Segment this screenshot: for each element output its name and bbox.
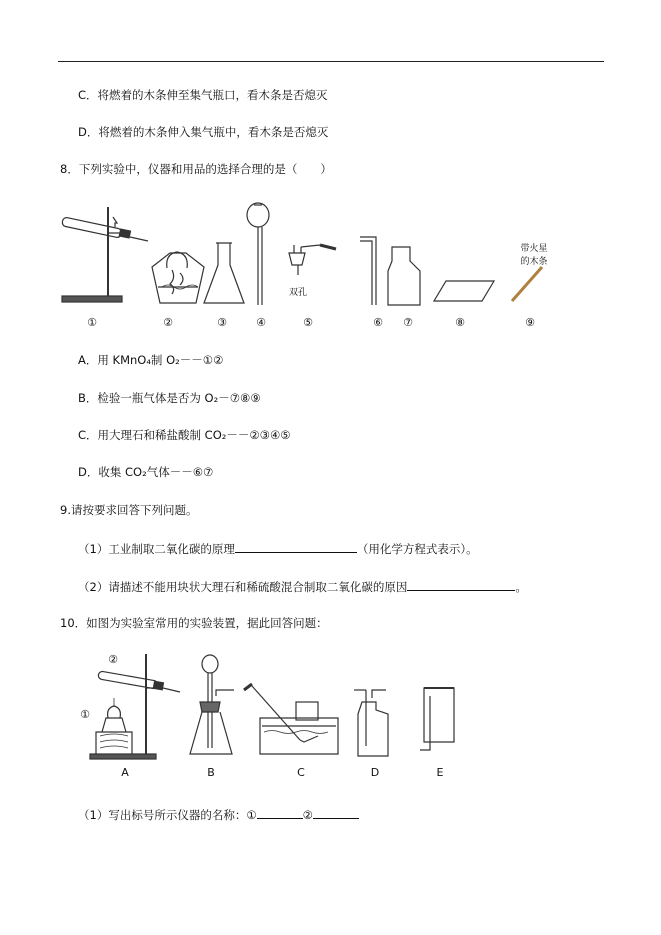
fig-num-6: ⑥: [373, 316, 383, 329]
glowing-splint: [512, 267, 542, 301]
q10-label-e: E: [436, 766, 444, 779]
q10-label-c: C: [297, 766, 305, 779]
q10-mark-1: ①: [80, 708, 90, 721]
fig-num-7: ⑦: [403, 316, 413, 329]
q8-option-b: B．检验一瓶气体是否为 O₂－⑦⑧⑨: [78, 391, 261, 405]
apparatus-e: [420, 688, 454, 750]
alcohol-lamp: [152, 252, 204, 303]
fig-num-5: ⑤: [303, 316, 313, 329]
apparatus-d: [354, 690, 388, 756]
header-rule: [58, 61, 604, 62]
q9-part1: [78, 540, 478, 556]
q9-part1-answer-blank[interactable]: [235, 540, 357, 553]
q10-blank-1[interactable]: [257, 806, 303, 819]
glass-plate: [434, 281, 494, 301]
q10-blank-2[interactable]: [313, 806, 359, 819]
q9-part2-suffix: 。: [515, 580, 527, 594]
q8-stem: 8．下列实验中，仪器和用品的选择合理的是（ ）: [60, 162, 332, 176]
bent-glass-tube: [360, 237, 376, 305]
gas-collecting-bottle: [388, 247, 420, 305]
q10-apparatus-figure: [0, 650, 661, 790]
q10-mark-2: ②: [108, 653, 118, 666]
apparatus-b: [190, 655, 234, 754]
q8-apparatus-figure: [0, 195, 661, 335]
fig-num-4: ④: [256, 316, 266, 329]
long-neck-funnel: [247, 203, 269, 305]
q9-part1-suffix: （用化学方程式表示）。: [356, 542, 478, 556]
iron-stand-with-test-tube: [62, 207, 148, 302]
q10-part1: [78, 806, 359, 822]
apparatus-a: [90, 654, 180, 759]
fig-num-9: ⑨: [525, 316, 535, 329]
q10-label-a: A: [121, 766, 129, 779]
apparatus-c: [244, 684, 338, 754]
q10-part1-prefix: （1）写出标号所示仪器的名称：①: [78, 808, 257, 822]
label-splint: 带火星 的木条: [520, 244, 548, 267]
q9-part1-prefix: （1）工业制取二氧化碳的原理: [78, 542, 235, 556]
q10-label-d: D: [370, 766, 380, 779]
q7-option-d: D．将燃着的木条伸入集气瓶中，看木条是否熄灭: [78, 125, 329, 139]
q8-option-c: C．用大理石和稀盐酸制 CO₂－－②③④⑤: [78, 428, 291, 442]
label-two-hole: 双孔: [288, 288, 307, 298]
q10-label-b: B: [207, 766, 215, 779]
fig-num-3: ③: [217, 316, 227, 329]
q10-stem: 10．如图为实验室常用的实验装置，据此回答问题：: [60, 616, 328, 630]
conical-flask: [204, 243, 244, 303]
fig-num-8: ⑧: [455, 316, 465, 329]
fig-num-1: ①: [87, 316, 97, 329]
q10-part1-mid: ②: [302, 808, 313, 822]
q7-option-c: C．将燃着的木条伸至集气瓶口，看木条是否熄灭: [78, 88, 328, 102]
two-hole-stopper: [289, 245, 336, 275]
fig-num-2: ②: [163, 316, 173, 329]
q9-stem: 9.请按要求回答下列问题。: [60, 503, 198, 517]
q8-option-d: D．收集 CO₂气体－－⑥⑦: [78, 465, 214, 479]
q9-part2: [78, 578, 527, 594]
q8-option-a: A．用 KMnO₄制 O₂－－①②: [78, 353, 224, 367]
q9-part2-answer-blank[interactable]: [407, 578, 515, 591]
q9-part2-prefix: （2）请描述不能用块状大理石和稀硫酸混合制取二氧化碳的原因: [78, 580, 408, 594]
